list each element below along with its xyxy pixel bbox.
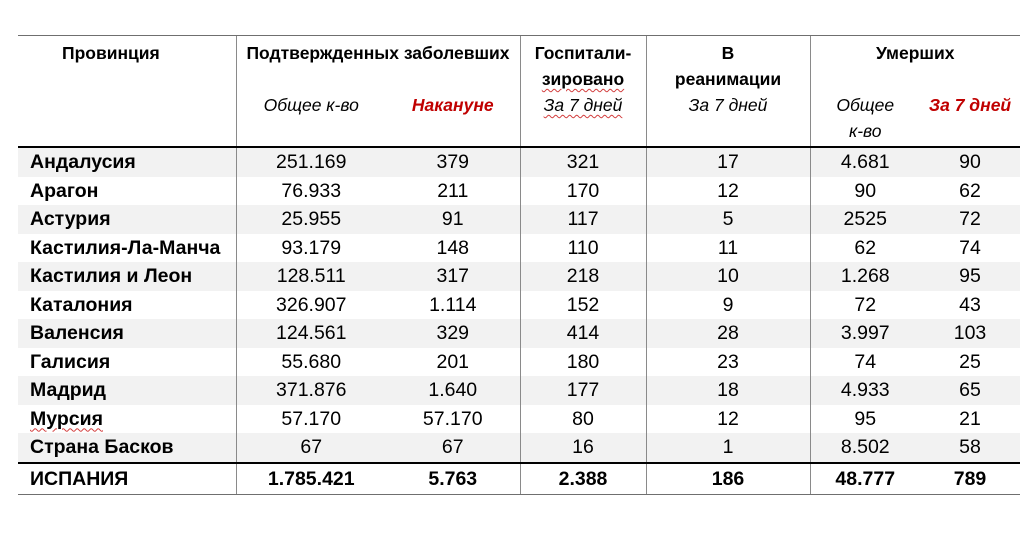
cell-deaths-total: 74 bbox=[810, 348, 920, 377]
cell-confirmed-prev-day: 91 bbox=[386, 205, 520, 234]
total-label: ИСПАНИЯ bbox=[18, 463, 236, 495]
cell-province: Страна Басков bbox=[18, 433, 236, 463]
header-hospitalized bbox=[520, 36, 646, 93]
table-row bbox=[18, 177, 1020, 206]
cell-icu: 1 bbox=[646, 433, 810, 463]
cell-confirmed-prev-day: 148 bbox=[436, 236, 470, 259]
total-row bbox=[18, 463, 1020, 495]
total-deaths: 48.777 bbox=[810, 463, 920, 495]
subheader-empty bbox=[18, 92, 236, 147]
header-row bbox=[18, 36, 1020, 93]
cell-deaths-total: 90 bbox=[810, 177, 920, 206]
table-row bbox=[18, 433, 1020, 463]
cell-hospitalized: 321 bbox=[520, 147, 646, 177]
cell-hospitalized: 180 bbox=[520, 348, 646, 377]
table-row bbox=[18, 405, 1020, 434]
subheader-deaths-total bbox=[810, 92, 920, 147]
cell-deaths-total: 8.502 bbox=[810, 433, 920, 463]
table-row bbox=[18, 147, 1020, 177]
cell-deaths-total: 72 bbox=[810, 291, 920, 320]
cell-confirmed-prev-day: 67 bbox=[386, 433, 520, 463]
cell-icu: 28 bbox=[646, 319, 810, 348]
subheader-deaths-7d: За 7 дней bbox=[928, 95, 1012, 115]
total-icu: 186 bbox=[646, 463, 810, 495]
cell-province: Арагон bbox=[30, 179, 99, 202]
subheader-deaths-total-line2: к-во bbox=[848, 121, 882, 141]
cell-deaths-total: 4.681 bbox=[810, 147, 920, 177]
cell-province bbox=[18, 405, 236, 434]
cell-hospitalized: 110 bbox=[520, 234, 646, 263]
cell-confirmed-total: 371.876 bbox=[236, 376, 386, 405]
subheader-confirmed-prev-day: Накануне bbox=[411, 95, 494, 115]
cell-deaths-total: 1.268 bbox=[810, 262, 920, 291]
header-icu-line2: реанимации bbox=[674, 69, 782, 89]
cell-province: Астурия bbox=[18, 205, 236, 234]
table-row bbox=[18, 319, 1020, 348]
cell-confirmed-total: 76.933 bbox=[236, 177, 386, 206]
total-confirmed: 1.785.421 bbox=[236, 463, 386, 495]
cell-icu: 11 bbox=[646, 234, 810, 263]
header-icu bbox=[646, 36, 810, 93]
subheader-deaths-total-line1: Общее bbox=[836, 95, 895, 115]
cell-confirmed-total: 55.680 bbox=[236, 348, 386, 377]
cell-confirmed-prev-day: 211 bbox=[437, 179, 469, 202]
cell-province: Андалусия bbox=[18, 147, 236, 177]
cell-icu: 17 bbox=[646, 147, 810, 177]
total-deaths-7d: 789 bbox=[920, 463, 1020, 495]
table-row bbox=[18, 376, 1020, 405]
header-province: Провинция bbox=[18, 36, 236, 93]
table-row bbox=[18, 348, 1020, 377]
subheader-hospital-7d-text: За 7 дней bbox=[543, 95, 623, 115]
cell-province: Галисия bbox=[30, 350, 111, 373]
cell-deaths-7d: 25 bbox=[959, 350, 981, 373]
cell-confirmed-total: 57.170 bbox=[236, 405, 386, 434]
cell-deaths-total: 95 bbox=[810, 405, 920, 434]
cell-confirmed-total: 124.561 bbox=[236, 319, 386, 348]
cell-confirmed-prev-day: 201 bbox=[436, 350, 470, 373]
cell-province: Кастилия и Леон bbox=[18, 262, 236, 291]
cell-icu: 18 bbox=[646, 376, 810, 405]
cell-hospitalized: 80 bbox=[520, 405, 646, 434]
subheader-icu-7d: За 7 дней bbox=[646, 92, 810, 147]
cell-deaths-total: 3.997 bbox=[810, 319, 920, 348]
cell-confirmed-total: 251.169 bbox=[236, 147, 386, 177]
cell-province: Валенсия bbox=[18, 319, 236, 348]
cell-hospitalized: 218 bbox=[520, 262, 646, 291]
header-icu-line1: В bbox=[721, 43, 735, 63]
header-hospitalized-line1: Госпитали- bbox=[534, 43, 632, 63]
header-confirmed-text: Подтвержденных заболевших bbox=[246, 43, 510, 63]
total-prev-day: 5.763 bbox=[386, 463, 520, 495]
cell-deaths-7d: 62 bbox=[959, 179, 981, 202]
cell-confirmed-total: 67 bbox=[236, 433, 386, 463]
subheader-row bbox=[18, 92, 1020, 147]
cell-confirmed-prev-day: 1.640 bbox=[386, 376, 520, 405]
cell-icu: 12 bbox=[646, 405, 810, 434]
cell-hospitalized: 177 bbox=[520, 376, 646, 405]
header-hospitalized-line2: зировано bbox=[541, 69, 625, 89]
subheader-confirmed-total: Общее к-во bbox=[236, 92, 386, 147]
cell-deaths-7d: 103 bbox=[920, 319, 1020, 348]
header-deaths: Умерших bbox=[810, 36, 1020, 93]
cell-deaths-7d: 95 bbox=[920, 262, 1020, 291]
cell-deaths-total: 62 bbox=[810, 234, 920, 263]
cell-confirmed-prev-day: 329 bbox=[386, 319, 520, 348]
cell-hospitalized: 16 bbox=[520, 433, 646, 463]
cell-province: Кастилия-Ла-Манча bbox=[30, 236, 221, 259]
table-header bbox=[18, 36, 1020, 148]
cell-hospitalized: 170 bbox=[520, 177, 646, 206]
cell-icu: 9 bbox=[646, 291, 810, 320]
table-body bbox=[18, 147, 1020, 495]
cell-deaths-7d: 21 bbox=[959, 407, 981, 430]
cell-hospitalized: 414 bbox=[520, 319, 646, 348]
cell-icu: 23 bbox=[646, 348, 810, 377]
cell-deaths-total: 4.933 bbox=[810, 376, 920, 405]
cell-confirmed-prev-day: 1.114 bbox=[429, 293, 477, 316]
cell-deaths-total: 2525 bbox=[810, 205, 920, 234]
cell-hospitalized: 152 bbox=[520, 291, 646, 320]
cell-confirmed-total: 93.179 bbox=[236, 234, 386, 263]
total-hospitalized: 2.388 bbox=[520, 463, 646, 495]
cell-confirmed-prev-day: 317 bbox=[386, 262, 520, 291]
cell-icu: 10 bbox=[646, 262, 810, 291]
cell-deaths-7d: 43 bbox=[959, 293, 981, 316]
cell-confirmed-prev-day: 57.170 bbox=[422, 407, 483, 430]
subheader-hospital-7d bbox=[520, 92, 646, 147]
cell-confirmed-prev-day: 379 bbox=[386, 147, 520, 177]
cell-deaths-7d: 65 bbox=[920, 376, 1020, 405]
cell-province: Каталония bbox=[30, 293, 133, 316]
cell-confirmed-total: 128.511 bbox=[236, 262, 386, 291]
cell-deaths-7d: 72 bbox=[920, 205, 1020, 234]
cell-icu: 12 bbox=[646, 177, 810, 206]
table-row bbox=[18, 262, 1020, 291]
cell-icu: 5 bbox=[646, 205, 810, 234]
cell-deaths-7d: 74 bbox=[959, 236, 981, 259]
cell-confirmed-total: 25.955 bbox=[236, 205, 386, 234]
cell-hospitalized: 117 bbox=[520, 205, 646, 234]
header-confirmed bbox=[236, 36, 520, 93]
cell-province-text: Мурсия bbox=[30, 407, 103, 430]
table-row bbox=[18, 291, 1020, 320]
table-row bbox=[18, 205, 1020, 234]
covid-stats-table bbox=[18, 35, 1020, 495]
cell-province: Мадрид bbox=[18, 376, 236, 405]
cell-confirmed-total: 326.907 bbox=[236, 291, 386, 320]
table-row bbox=[18, 234, 1020, 263]
cell-deaths-7d: 90 bbox=[920, 147, 1020, 177]
cell-deaths-7d: 58 bbox=[920, 433, 1020, 463]
